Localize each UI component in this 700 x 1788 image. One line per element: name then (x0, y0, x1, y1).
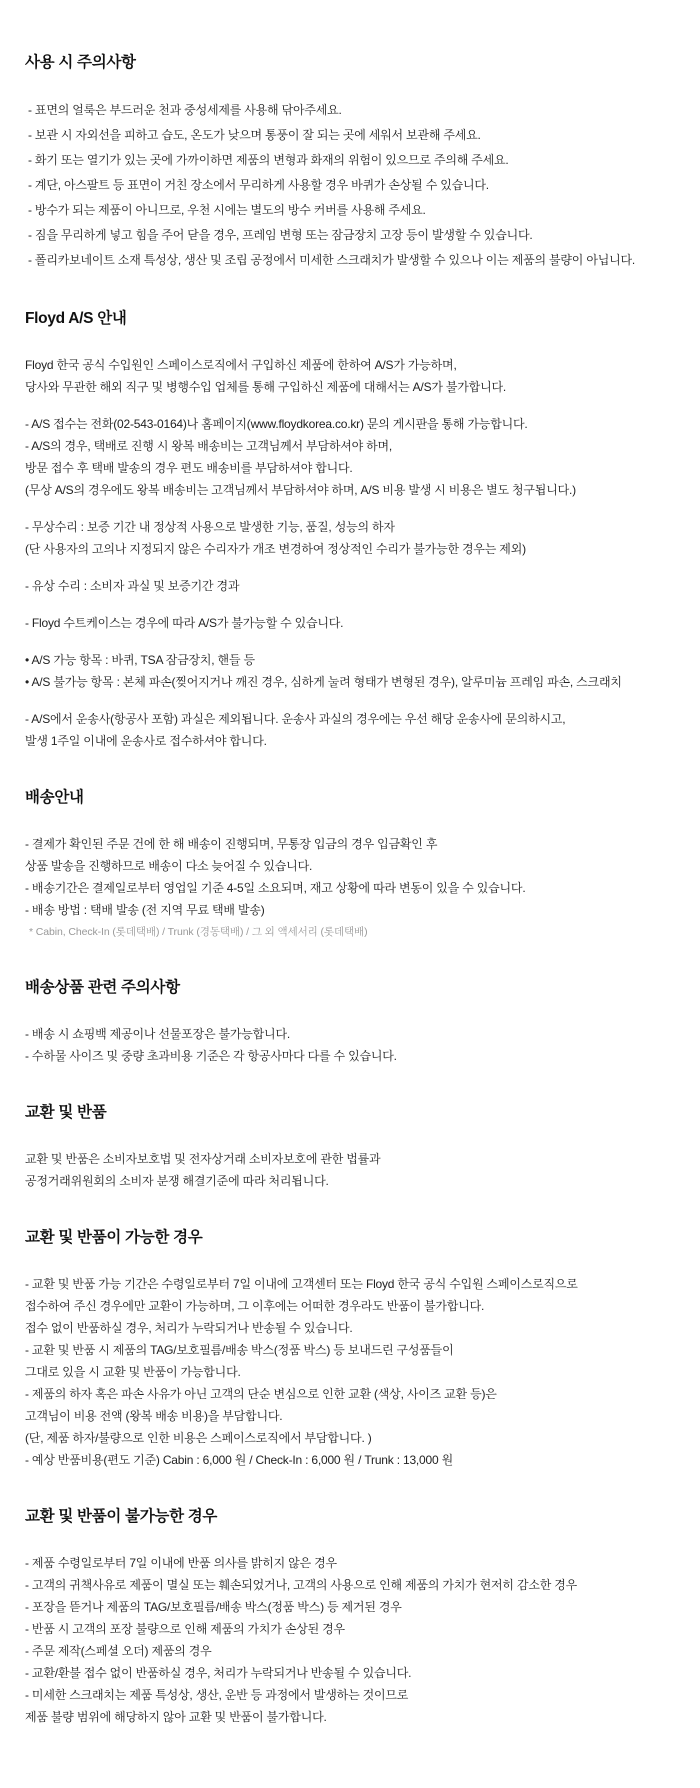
text-line: - 배송 방법 : 택배 발송 (전 지역 무료 택배 발송) (25, 903, 265, 917)
text-line: - 미세한 스크래치는 제품 특성상, 생산, 운반 등 과정에서 발생하는 것이므로 (25, 1688, 409, 1702)
text-line: - 주문 제작(스페셜 오더) 제품의 경우 (25, 1644, 212, 1658)
text-line: 그대로 있을 시 교환 및 반품이 가능합니다. (25, 1365, 241, 1379)
text-line: - 폴리카보네이트 소재 특성상, 생산 및 조립 공정에서 미세한 스크래치가 발생할 수 있으나 이는 제품의 불량이 아닙니다. (28, 253, 636, 267)
text-line: - A/S에서 운송사(항공사 포함) 과실은 제외됩니다. 운송사 과실의 경우에는 우선 해당 운송사에 문의하시고, (25, 712, 566, 726)
section-title-as-guide: Floyd A/S 안내 (25, 310, 127, 327)
text-line: - 표면의 얼룩은 부드러운 천과 중성세제를 사용해 닦아주세요. (28, 103, 342, 117)
section-title-shipping-notice: 배송상품 관련 주의사항 (25, 979, 180, 996)
text-line: 발생 1주일 이내에 운송사로 접수하셔야 합니다. (25, 734, 267, 748)
section-exchange-possible (25, 1225, 690, 1471)
text-line: - 배송 시 쇼핑백 제공이나 선물포장은 불가능합니다. (25, 1027, 290, 1041)
text-line: - 교환 및 반품 시 제품의 TAG/보호필름/배송 박스(정품 박스) 등 보내드린 구성품들이 (25, 1343, 454, 1357)
section-as-guide (25, 306, 690, 752)
section-shipping-notice (25, 975, 690, 1067)
text-line: 당사와 무관한 해외 직구 및 병행수입 업체를 통해 구입하신 제품에 대해서는 A/S가 불가합니다. (25, 380, 506, 394)
text-line: - 수하물 사이즈 및 중량 초과비용 기준은 각 항공사마다 다를 수 있습니다. (25, 1049, 397, 1063)
text-line: - A/S의 경우, 택배로 진행 시 왕복 배송비는 고객님께서 부담하셔야 하며, (25, 439, 393, 453)
text-line: - 보관 시 자외선을 피하고 습도, 온도가 낮으며 통풍이 잘 되는 곳에 세워서 보관해 주세요. (28, 128, 481, 142)
text-line: - 계단, 아스팔트 등 표면이 거친 장소에서 무리하게 사용할 경우 바퀴가 손상될 수 있습니다. (28, 178, 489, 192)
text-line: - 화기 또는 열기가 있는 곳에 가까이하면 제품의 변형과 화재의 위험이 있으므로 주의해 주세요. (28, 153, 509, 167)
shipping-carrier-note: * Cabin, Check-In (롯데택배) / Trunk (경동택배) / 그 외 액세서리 (롯데택배) (29, 926, 368, 938)
text-line: (무상 A/S의 경우에도 왕복 배송비는 고객님께서 부담하셔야 하며, A/S 비용 발생 시 비용은 별도 청구됩니다.) (25, 483, 576, 497)
text-line: (단, 제품 하자/불량으로 인한 비용은 스페이스로직에서 부담합니다. ) (25, 1431, 372, 1445)
text-line: - 교환 및 반품 가능 기간은 수령일로부터 7일 이내에 고객센터 또는 Floyd 한국 공식 수입원 스페이스로직으로 (25, 1277, 578, 1291)
text-line: - Floyd 수트케이스는 경우에 따라 A/S가 불가능할 수 있습니다. (25, 616, 344, 630)
text-line: 방문 접수 후 택배 발송의 경우 편도 배송비를 부담하셔야 합니다. (25, 461, 353, 475)
text-line: 교환 및 반품은 소비자보호법 및 전자상거래 소비자보호에 관한 법률과 (25, 1152, 381, 1166)
section-exchange-impossible (25, 1504, 690, 1728)
text-line: • A/S 불가능 항목 : 본체 파손(찢어지거나 깨진 경우, 심하게 눌려 형태가 변형된 경우), 알루미늄 프레임 파손, 스크래치 (25, 675, 622, 689)
text-line: - 예상 반품비용(편도 기준) Cabin : 6,000 원 / Check-In : 6,000 원 / Trunk : 13,000 원 (25, 1453, 453, 1467)
text-line: - 짐을 무리하게 넣고 힘을 주어 닫을 경우, 프레임 변형 또는 잠금장치 고장 등이 발생할 수 있습니다. (28, 228, 533, 242)
text-line: - 포장을 뜯거나 제품의 TAG/보호필름/배송 박스(정품 박스) 등 제거된 경우 (25, 1600, 402, 1614)
text-line: 공정거래위원회의 소비자 분쟁 해결기준에 따라 처리됩니다. (25, 1174, 329, 1188)
text-line: - 고객의 귀책사유로 제품이 멸실 또는 훼손되었거나, 고객의 사용으로 인해 제품의 가치가 현저히 감소한 경우 (25, 1578, 578, 1592)
text-line: (단 사용자의 고의나 지정되지 않은 수리자가 개조 변경하여 정상적인 수리가 불가능한 경우는 제외) (25, 542, 526, 556)
section-title-usage-precautions: 사용 시 주의사항 (25, 54, 136, 71)
text-line: - 결제가 확인된 주문 건에 한 해 배송이 진행되며, 무통장 입금의 경우 입금확인 후 (25, 837, 438, 851)
text-line: - 유상 수리 : 소비자 과실 및 보증기간 경과 (25, 579, 240, 593)
section-shipping-guide (25, 785, 690, 942)
text-line: • A/S 가능 항목 : 바퀴, TSA 잠금장치, 핸들 등 (25, 653, 255, 667)
text-line: - A/S 접수는 전화(02-543-0164)나 홈페이지(www.floydkorea.co.kr) 문의 게시판을 통해 가능합니다. (25, 417, 528, 431)
section-title-shipping-guide: 배송안내 (25, 789, 84, 806)
section-title-exchange-possible: 교환 및 반품이 가능한 경우 (25, 1229, 203, 1246)
text-line: 접수 없이 반품하실 경우, 처리가 누락되거나 반송될 수 있습니다. (25, 1321, 353, 1335)
text-line: 접수하여 주신 경우에만 교환이 가능하며, 그 이후에는 어떠한 경우라도 반품이 불가합니다. (25, 1299, 485, 1313)
text-line: - 배송기간은 결제일로부터 영업일 기준 4-5일 소요되며, 재고 상황에 따라 변동이 있을 수 있습니다. (25, 881, 526, 895)
text-line: - 반품 시 고객의 포장 불량으로 인해 제품의 가치가 손상된 경우 (25, 1622, 345, 1636)
text-line: - 제품의 하자 혹은 파손 사유가 아닌 고객의 단순 변심으로 인한 교환 (색상, 사이즈 교환 등)은 (25, 1387, 497, 1401)
text-line: - 방수가 되는 제품이 아니므로, 우천 시에는 별도의 방수 커버를 사용해 주세요. (28, 203, 426, 217)
text-line: - 교환/환불 접수 없이 반품하실 경우, 처리가 누락되거나 반송될 수 있습니다. (25, 1666, 412, 1680)
section-usage-precautions (25, 50, 690, 273)
section-title-exchange-impossible: 교환 및 반품이 불가능한 경우 (25, 1508, 218, 1525)
text-line: 고객님이 비용 전액 (왕복 배송 비용)을 부담합니다. (25, 1409, 283, 1423)
section-title-exchange-return: 교환 및 반품 (25, 1104, 107, 1121)
text-line: - 무상수리 : 보증 기간 내 정상적 사용으로 발생한 기능, 품질, 성능의 하자 (25, 520, 395, 534)
text-line: - 제품 수령일로부터 7일 이내에 반품 의사를 밝히지 않은 경우 (25, 1556, 337, 1570)
text-line: 제품 불량 범위에 해당하지 않아 교환 및 반품이 불가합니다. (25, 1710, 327, 1724)
text-line: 상품 발송을 진행하므로 배송이 다소 늦어질 수 있습니다. (25, 859, 313, 873)
section-exchange-return (25, 1100, 690, 1192)
text-line: Floyd 한국 공식 수입원인 스페이스로직에서 구입하신 제품에 한하여 A/S가 가능하며, (25, 358, 457, 372)
